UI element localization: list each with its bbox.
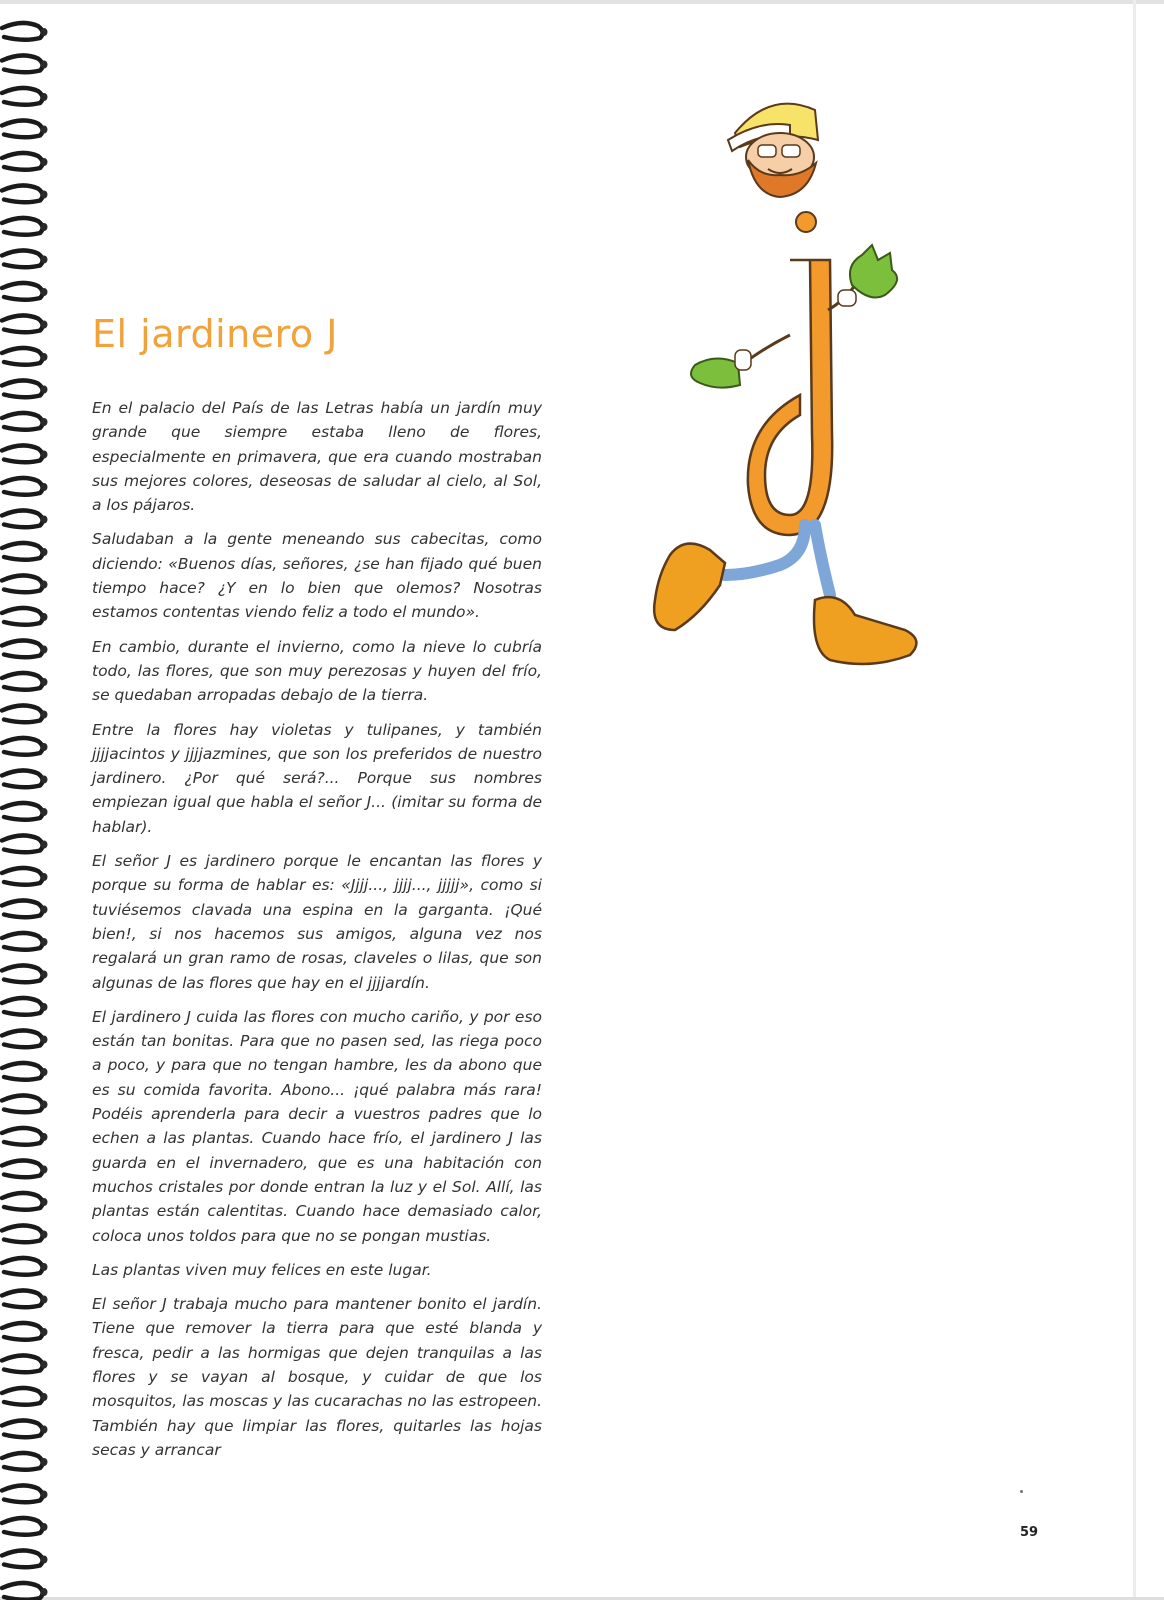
- binding-hole: [41, 1556, 48, 1564]
- spiral-coil: [2, 88, 43, 105]
- binding-hole: [41, 1491, 48, 1499]
- spiral-coil: [2, 673, 43, 690]
- spiral-coil: [2, 218, 43, 235]
- gardener-face: [746, 133, 816, 197]
- binding-hole: [41, 613, 48, 621]
- spiral-coil: [2, 1550, 43, 1567]
- spiral-coil: [2, 1388, 43, 1405]
- spiral-coil: [2, 250, 43, 267]
- spiral-coil: [2, 575, 43, 592]
- spiral-coil: [2, 380, 43, 397]
- spiral-coil: [2, 900, 43, 917]
- spiral-coil: [2, 738, 43, 755]
- spiral-coil: [2, 868, 43, 885]
- binding-hole: [41, 1328, 48, 1336]
- binding-hole: [41, 353, 48, 361]
- paper-speck: [1020, 1490, 1023, 1493]
- binding-hole: [41, 93, 48, 101]
- spiral-coil: [2, 608, 43, 625]
- binding-hole: [41, 1393, 48, 1401]
- binding-hole: [41, 256, 48, 264]
- spiral-coil: [2, 1258, 43, 1275]
- binding-hole: [41, 808, 48, 816]
- spiral-coil: [2, 1485, 43, 1502]
- binding-hole: [41, 288, 48, 296]
- binding-hole: [41, 1296, 48, 1304]
- binding-hole: [41, 223, 48, 231]
- spiral-coil: [2, 803, 43, 820]
- spiral-coil: [2, 1518, 43, 1535]
- page-top-edge: [0, 0, 1164, 4]
- binding-hole: [41, 386, 48, 394]
- spiral-coil: [2, 413, 43, 430]
- binding-hole: [41, 483, 48, 491]
- right-glove-icon: [838, 245, 897, 306]
- spiral-coil: [2, 1160, 43, 1177]
- binding-hole: [41, 581, 48, 589]
- binding-hole: [41, 516, 48, 524]
- binding-hole: [41, 906, 48, 914]
- spiral-coil: [2, 283, 43, 300]
- story-paragraph: El señor J trabaja mucho para mantener bonito el jardín. Tiene que remover la tierra para que esté blanda y fresca, pedir a las hormigas que dejen tranquilas a las flores y se vayan al bosque, y cuidar de que los mosquitos, las moscas y las cucarachas no las estropeen. También hay que limpiar las flores, quitarles las hojas secas y arrancar: [92, 1295, 542, 1459]
- binding-hole: [41, 1003, 48, 1011]
- binding-hole: [41, 678, 48, 686]
- binding-hole: [41, 711, 48, 719]
- spiral-coil: [2, 1453, 43, 1470]
- binding-hole: [41, 873, 48, 881]
- spiral-coil: [2, 933, 43, 950]
- spiral-coil: [2, 1128, 43, 1145]
- binding-hole: [41, 1231, 48, 1239]
- spiral-coil: [2, 120, 43, 137]
- binding-hole: [41, 1036, 48, 1044]
- spiral-coil: [2, 445, 43, 462]
- binding-hole: [41, 938, 48, 946]
- binding-hole: [41, 126, 48, 134]
- spiral-coil: [2, 185, 43, 202]
- story-paragraph: El jardinero J cuida las flores con mucho cariño, y por eso están tan bonitas. Para que no pasen sed, las riega poco a poco, y para que no tengan hambre, les da abono que es su comida favorita. Abono... ¡qué palabra más rara! Podéis aprenderla para decir a vuestros padres que lo echen a las plantas. Cuando hace frío, el jardinero J las guarda en el invernadero, que es una habitación con muchos cristales por donde entran la luz y el Sol. Allí, las plantas están calentitas. Cuando hace demasiado calor, coloca unos toldos para que no se pongan mustias.: [92, 1007, 542, 1245]
- gardener-j-illustration: [640, 85, 960, 685]
- page-number: 59: [1020, 1525, 1039, 1540]
- binding-hole: [41, 418, 48, 426]
- binding-hole: [41, 1588, 48, 1596]
- page-title: El jardinero J: [92, 312, 338, 356]
- binding-hole: [41, 1426, 48, 1434]
- spiral-coil: [2, 153, 43, 170]
- story-paragraph: El señor J es jardinero porque le encantan las flores y porque su forma de hablar es: «Jjjj..., jjjj..., jjjjj», como si tuviésemos clavada una espina en la garganta. ¡Qué bien!, si nos hacemos sus amigos, alguna vez nos regalará un gran ramo de rosas, claveles o lilas, que son algunas de las flores que hay en el jjjjardín.: [92, 852, 542, 992]
- spiral-coil: [2, 1063, 43, 1080]
- letter-j-body: [748, 260, 832, 535]
- story-paragraph: En cambio, durante el invierno, como la nieve lo cubría todo, las flores, que son muy perezosas y huyen del frío, se quedaban arropadas debajo de la tierra.: [92, 637, 542, 705]
- spiral-coil: [2, 835, 43, 852]
- spiral-coil: [2, 348, 43, 365]
- spiral-coil: [2, 1193, 43, 1210]
- binding-hole: [41, 1458, 48, 1466]
- binding-hole: [41, 1361, 48, 1369]
- binding-hole: [41, 191, 48, 199]
- binding-hole: [41, 158, 48, 166]
- spiral-coil: [2, 640, 43, 657]
- spiral-coil: [2, 1355, 43, 1372]
- binding-hole: [41, 743, 48, 751]
- story-paragraph: Entre la flores hay violetas y tulipanes, y también jjjjacintos y jjjjazmines, que son los preferidos de nuestro jardinero. ¿Por qué será?... Porque sus nombres empiezan igual que habla el señor J... (imitar su forma de hablar).: [92, 720, 542, 836]
- binding-hole: [41, 971, 48, 979]
- binding-hole: [41, 451, 48, 459]
- right-boot-icon: [814, 597, 916, 664]
- page-right-edge: [1133, 0, 1136, 1600]
- binding-hole: [41, 1263, 48, 1271]
- binding-hole: [41, 1068, 48, 1076]
- binding-hole: [41, 1198, 48, 1206]
- spiral-coil: [2, 1420, 43, 1437]
- binding-hole: [41, 28, 48, 36]
- binding-hole: [41, 548, 48, 556]
- left-boot-icon: [654, 544, 725, 630]
- story-paragraph: En el palacio del País de las Letras había un jardín muy grande que siempre estaba lleno de flores, especialmente en primavera, que era cuando mostraban sus mejores colores, deseosas de saludar al cielo, al Sol, a los pájaros.: [92, 399, 542, 515]
- spiral-coil: [2, 23, 43, 40]
- spiral-coil: [2, 705, 43, 722]
- binding-hole: [41, 776, 48, 784]
- spiral-coil: [2, 510, 43, 527]
- binding-hole: [41, 1101, 48, 1109]
- spiral-coil: [2, 315, 43, 332]
- binding-hole: [41, 61, 48, 69]
- spiral-coil: [2, 965, 43, 982]
- left-glove-icon: [691, 350, 751, 388]
- spiral-coil: [2, 543, 43, 560]
- spiral-coil: [2, 1323, 43, 1340]
- story-paragraph: Las plantas viven muy felices en este lugar.: [92, 1260, 432, 1279]
- spiral-coil: [2, 1290, 43, 1307]
- binding-hole: [41, 1523, 48, 1531]
- spiral-coil: [2, 1030, 43, 1047]
- spiral-coil: [2, 478, 43, 495]
- binding-hole: [41, 841, 48, 849]
- spiral-coil: [2, 1095, 43, 1112]
- spiral-coil: [2, 1583, 43, 1600]
- letter-j-dot: [796, 212, 816, 232]
- binding-hole: [41, 1133, 48, 1141]
- binding-hole: [41, 321, 48, 329]
- story-text: [92, 396, 542, 1472]
- spiral-coil: [2, 55, 43, 72]
- binding-hole: [41, 646, 48, 654]
- story-paragraph: Saludaban a la gente meneando sus cabecitas, como diciendo: «Buenos días, señores, ¿se han fijado qué buen tiempo hace? ¿Y en lo bien que olemos? Nosotras estamos contentas viendo feliz a todo el mundo».: [92, 530, 542, 622]
- binding-hole: [41, 1166, 48, 1174]
- spiral-coil: [2, 770, 43, 787]
- spiral-binding: [0, 0, 60, 1600]
- spiral-coil: [2, 998, 43, 1015]
- spiral-coil: [2, 1225, 43, 1242]
